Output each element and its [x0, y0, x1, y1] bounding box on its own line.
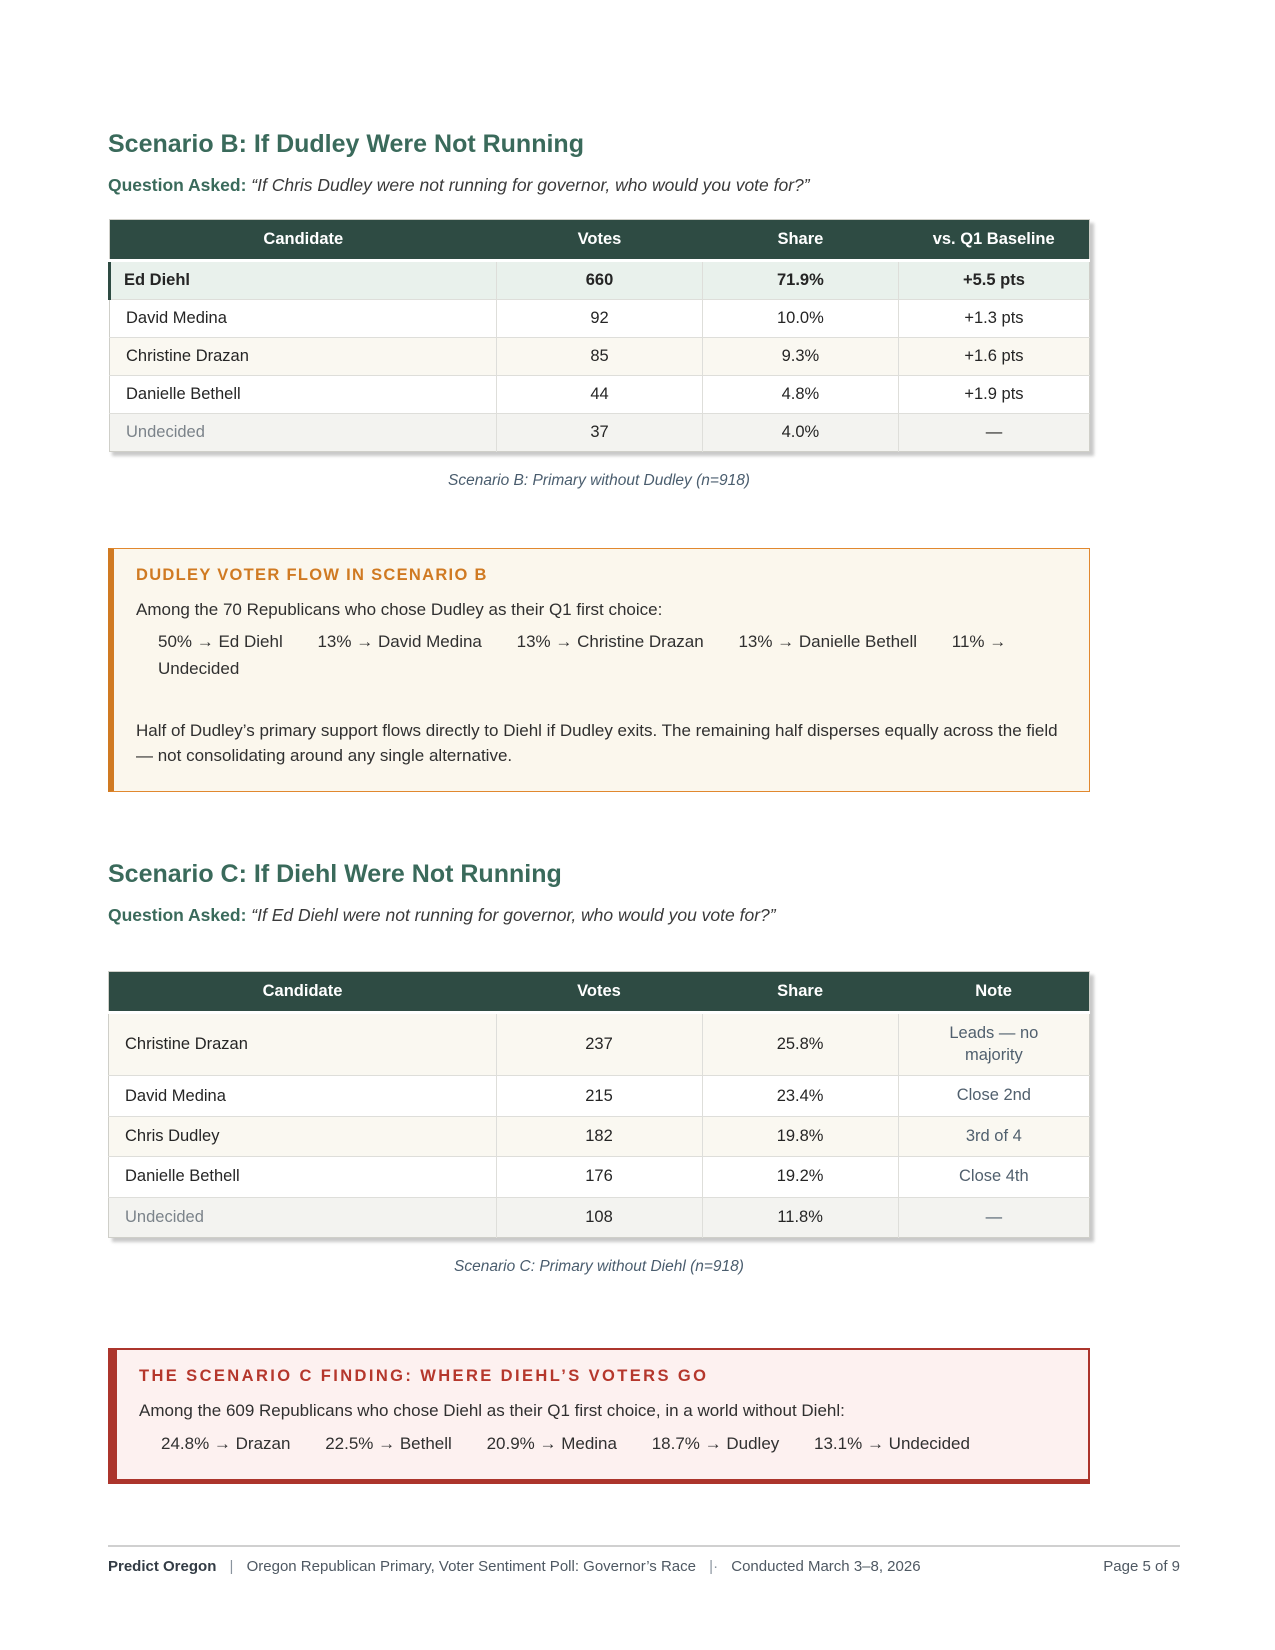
question-label: Question Asked:: [108, 904, 247, 925]
column-header-share: Share: [702, 219, 898, 260]
baseline-cell: +1.6 pts: [898, 337, 1089, 375]
footer-page-number: Page 5 of 9: [1103, 1558, 1180, 1575]
flow-item: 13% → Danielle Bethell: [738, 632, 918, 652]
column-header-note: Note: [898, 972, 1089, 1013]
share-cell: 9.3%: [702, 337, 898, 375]
flow-item: 11% → Undecided: [158, 632, 1007, 678]
column-header-share: Share: [702, 972, 898, 1013]
flow-item: 13.1% → Undecided: [814, 1433, 970, 1453]
baseline-cell: +1.9 pts: [898, 375, 1089, 413]
baseline-cell: —: [898, 413, 1089, 451]
table-row: [110, 375, 1090, 413]
question-label: Question Asked:: [108, 174, 247, 195]
candidate-cell: Christine Drazan: [109, 1013, 497, 1076]
callout-intro: Among the 609 Republicans who chose Diehl as their Q1 first choice, in a world without Diehl:: [139, 1401, 845, 1421]
scenario-c-section: [108, 860, 1090, 1484]
scenario-c-question: [108, 904, 1090, 927]
voter-flow-list: [139, 1431, 1066, 1457]
table-row: [109, 1013, 1090, 1076]
votes-cell: 85: [497, 337, 703, 375]
table-row: [109, 1076, 1090, 1116]
scenario-b-heading: Scenario B: If Dudley Were Not Running: [108, 130, 584, 158]
flow-item: 20.9% → Medina: [486, 1433, 617, 1453]
table-header: [109, 972, 1090, 1013]
callout-intro: Among the 70 Republicans who chose Dudley as their Q1 first choice:: [136, 599, 663, 619]
note-text: Leads — no majority: [949, 1024, 1039, 1064]
candidate-cell: Undecided: [110, 413, 497, 451]
table-row: [110, 413, 1090, 451]
table-row: [110, 337, 1090, 375]
share-cell: 4.0%: [702, 413, 898, 451]
candidate-cell: Christine Drazan: [110, 337, 497, 375]
note-text: Close 4th: [958, 1167, 1029, 1186]
note-cell: [898, 1076, 1089, 1116]
footer-separator: |: [229, 1558, 234, 1575]
votes-cell: 44: [497, 375, 703, 413]
candidate-cell: Ed Diehl: [110, 260, 497, 299]
note-cell: [898, 1157, 1089, 1197]
scenario-b-table-caption: Scenario B: Primary without Dudley (n=918): [448, 471, 750, 489]
share-cell: 4.8%: [702, 375, 898, 413]
baseline-cell: +1.3 pts: [898, 299, 1089, 337]
votes-cell: 92: [497, 299, 703, 337]
footer-brand: Predict Oregon: [108, 1558, 217, 1575]
flow-item: 24.8% → Drazan: [161, 1433, 291, 1453]
votes-cell: 215: [496, 1076, 702, 1116]
question-text: “If Chris Dudley were not running for governor, who would you vote for?”: [251, 174, 810, 195]
share-cell: 19.8%: [702, 1116, 898, 1156]
flow-item: 50% → Ed Diehl: [158, 632, 283, 652]
candidate-cell: Danielle Bethell: [109, 1157, 497, 1197]
scenario-b-results-table: [108, 219, 1090, 452]
scenario-c-results-table: [108, 971, 1090, 1238]
table-row: [109, 1116, 1090, 1156]
page-content: [108, 130, 1090, 1484]
footer-conducted: Conducted March 3–8, 2026: [731, 1558, 921, 1575]
votes-cell: 176: [496, 1157, 702, 1197]
share-cell: 23.4%: [702, 1076, 898, 1116]
candidate-cell: Undecided: [109, 1197, 497, 1237]
note-cell: [898, 1013, 1089, 1076]
page-footer: [108, 1545, 1180, 1575]
footer-description: Oregon Republican Primary, Voter Sentiment Poll: Governor’s Race: [246, 1558, 696, 1575]
note-cell: [898, 1116, 1089, 1156]
scenario-b-question: [108, 174, 1090, 197]
table-header-row: [110, 219, 1090, 260]
voter-flow-list: [136, 629, 1067, 682]
column-header-baseline: vs. Q1 Baseline: [898, 219, 1089, 260]
share-cell: 71.9%: [702, 260, 898, 299]
flow-item: 13% → Christine Drazan: [516, 632, 704, 652]
share-cell: 10.0%: [702, 299, 898, 337]
table-row: [110, 260, 1090, 299]
scenario-c-heading: Scenario C: If Diehl Were Not Running: [108, 859, 562, 888]
callout-title: DUDLEY VOTER FLOW IN SCENARIO B: [136, 565, 488, 584]
votes-cell: 660: [497, 260, 703, 299]
note-text: 3rd of 4: [965, 1126, 1022, 1145]
column-header-votes: Votes: [497, 219, 703, 260]
share-cell: 19.2%: [702, 1157, 898, 1197]
flow-item: 18.7% → Dudley: [651, 1433, 780, 1453]
callout-title: THE SCENARIO C FINDING: WHERE DIEHL’S VOTERS GO: [139, 1367, 709, 1386]
scenario-c-finding-callout: [108, 1348, 1090, 1484]
dudley-voter-flow-callout: [108, 548, 1090, 792]
footer-separator: |·: [709, 1558, 719, 1575]
candidate-cell: Danielle Bethell: [110, 375, 497, 413]
table-header: [110, 219, 1090, 260]
flow-item: 22.5% → Bethell: [325, 1433, 452, 1453]
table-header-row: [109, 972, 1090, 1013]
votes-cell: 182: [496, 1116, 702, 1156]
baseline-cell: +5.5 pts: [898, 260, 1089, 299]
column-header-candidate: Candidate: [109, 972, 497, 1013]
note-cell: [898, 1197, 1089, 1237]
callout-analysis: Half of Dudley’s primary support flows directly to Diehl if Dudley exits. The remaining half disperses equally across the field — not consolidating around any single alternative.: [136, 720, 1058, 766]
share-cell: 25.8%: [702, 1013, 898, 1076]
candidate-cell: David Medina: [110, 299, 497, 337]
note-text: —: [985, 1207, 1003, 1226]
scenario-c-table-caption: Scenario C: Primary without Diehl (n=918): [454, 1258, 744, 1276]
column-header-candidate: Candidate: [110, 219, 497, 260]
votes-cell: 37: [497, 413, 703, 451]
column-header-votes: Votes: [496, 972, 702, 1013]
share-cell: 11.8%: [702, 1197, 898, 1237]
candidate-cell: Chris Dudley: [109, 1116, 497, 1156]
votes-cell: 237: [496, 1013, 702, 1076]
footer-left: [108, 1558, 921, 1575]
candidate-cell: David Medina: [109, 1076, 497, 1116]
votes-cell: 108: [496, 1197, 702, 1237]
table-row: [109, 1197, 1090, 1237]
table-row: [110, 299, 1090, 337]
note-text: Close 2nd: [956, 1086, 1031, 1105]
table-row: [109, 1157, 1090, 1197]
question-text: “If Ed Diehl were not running for governor, who would you vote for?”: [251, 904, 776, 925]
flow-item: 13% → David Medina: [317, 632, 482, 652]
